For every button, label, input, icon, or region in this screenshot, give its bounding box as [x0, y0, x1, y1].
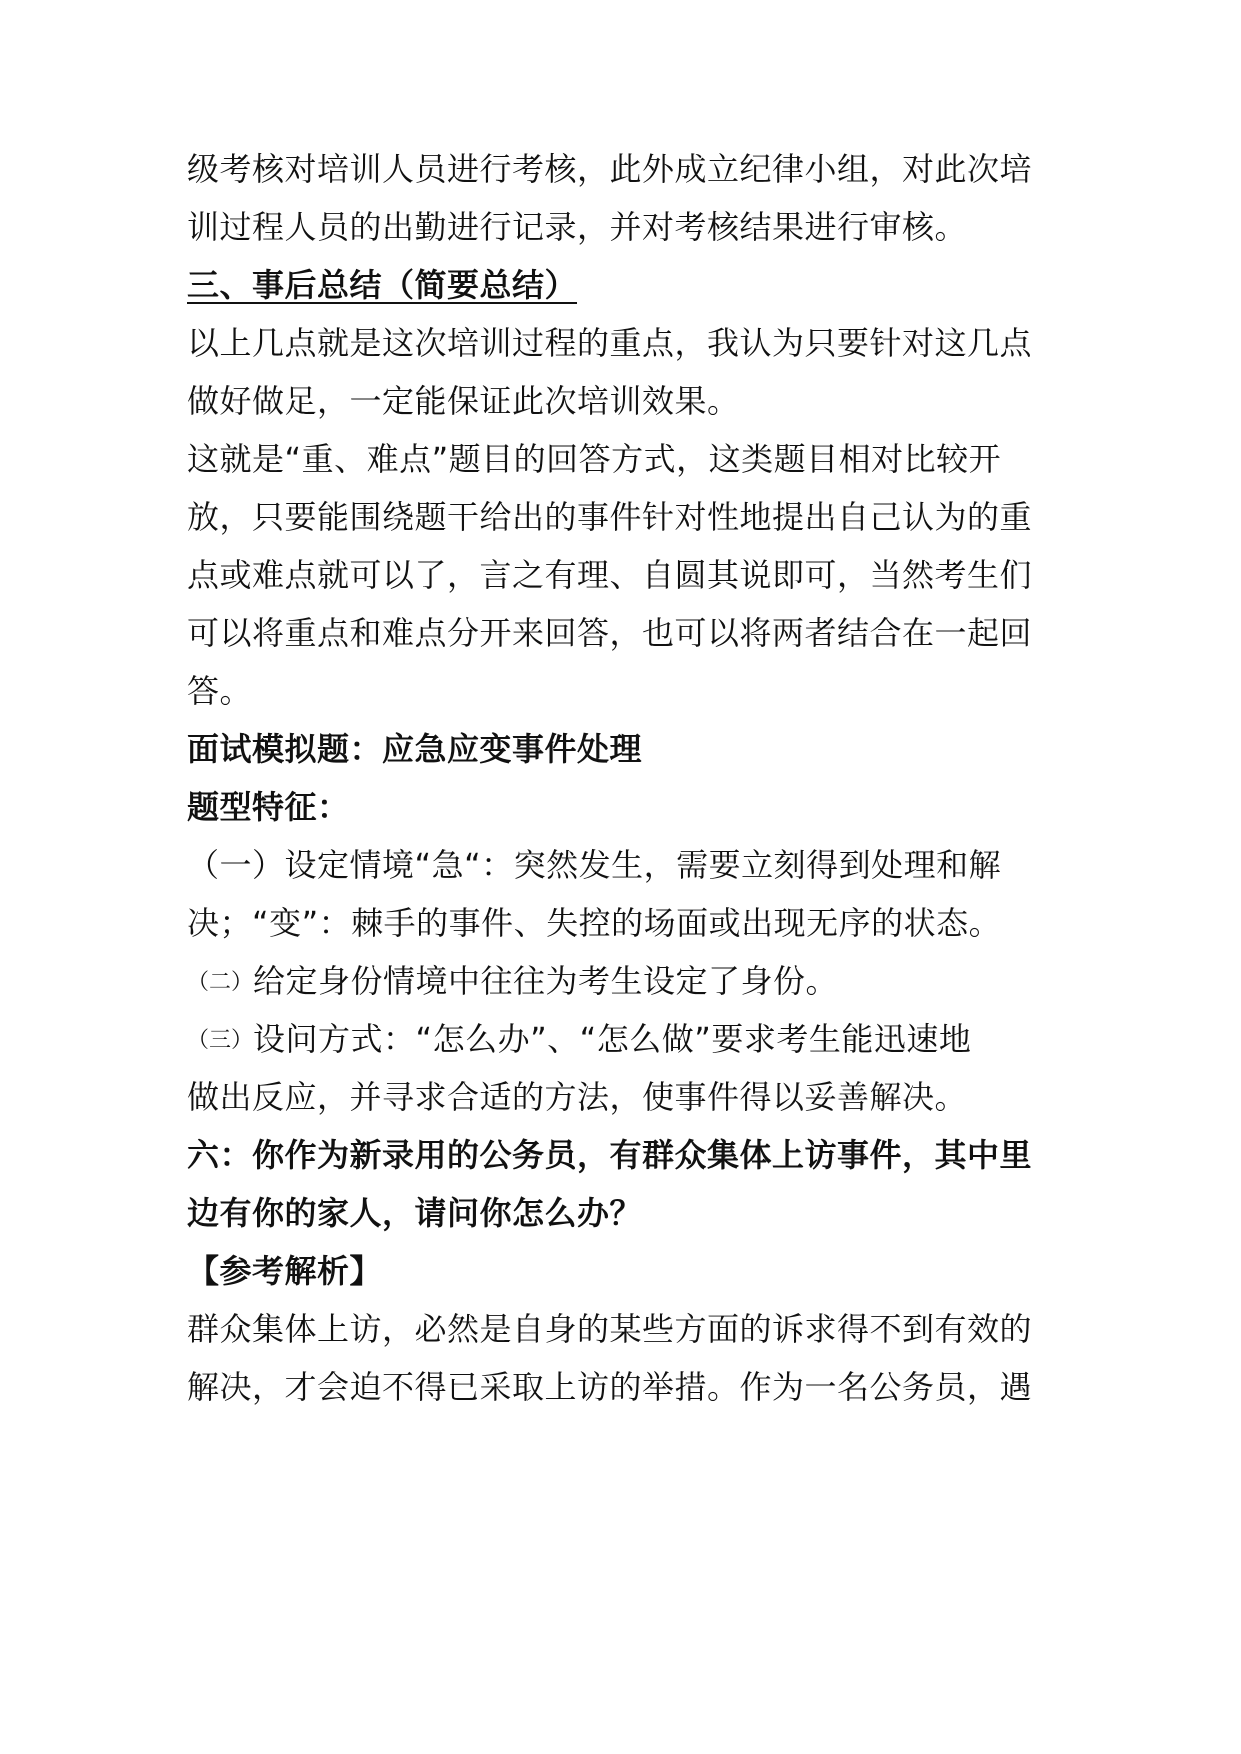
body-text-line: 级考核对培训人员进行考核，此外成立纪律小组，对此次培 [187, 150, 1033, 188]
list-marker-three: （三） [187, 1028, 254, 1053]
question-six-line: 六：你作为新录用的公务员，有群众集体上访事件，其中里 [187, 1136, 1033, 1174]
list-item-text: 设问方式：“怎么办”、“怎么做”要求考生能迅速地 [253, 1020, 972, 1058]
body-text-line: 群众集体上访，必然是自身的某些方面的诉求得不到有效的 [187, 1310, 1033, 1348]
body-text-line: 以上几点就是这次培训过程的重点，我认为只要针对这几点 [187, 324, 1033, 362]
body-text-line: 可以将重点和难点分开来回答，也可以将两者结合在一起回 [187, 614, 1033, 652]
heading-question-features: 题型特征： [187, 788, 350, 826]
body-text-line: 决；“变”：棘手的事件、失控的场面或出现无序的状态。 [187, 904, 1002, 942]
body-text-line: 放，只要能围绕题干给出的事件针对性地提出自己认为的重 [187, 498, 1033, 536]
list-item-text: 给定身份情境中往往为考生设定了身份。 [253, 962, 839, 1000]
list-item-three [187, 1019, 1057, 1061]
body-text-line: 训过程人员的出勤进行记录，并对考核结果进行审核。 [187, 208, 968, 246]
heading-reference-analysis: 【参考解析】 [187, 1252, 383, 1290]
body-text-line: 解决，才会迫不得已采取上访的举措。作为一名公务员，遇 [187, 1368, 1033, 1406]
body-text-line: 答。 [187, 672, 253, 710]
list-item-two [187, 961, 1057, 1003]
body-text-line: 做好做足，一定能保证此次培训效果。 [187, 382, 740, 420]
section-heading-summary: 三、事后总结（简要总结） [187, 266, 578, 304]
heading-mock-question: 面试模拟题：应急应变事件处理 [187, 730, 643, 768]
body-text-line: （一）设定情境“急“：突然发生，需要立刻得到处理和解 [187, 846, 1002, 884]
list-marker-two: （二） [187, 970, 254, 995]
body-text-line: 做出反应，并寻求合适的方法，使事件得以妥善解决。 [187, 1078, 968, 1116]
body-text-line: 这就是“重、难点”题目的回答方式，这类题目相对比较开 [187, 440, 1002, 478]
body-text-line: 点或难点就可以了，言之有理、自圆其说即可，当然考生们 [187, 556, 1033, 594]
question-six-line: 边有你的家人，请问你怎么办？ [187, 1194, 643, 1232]
